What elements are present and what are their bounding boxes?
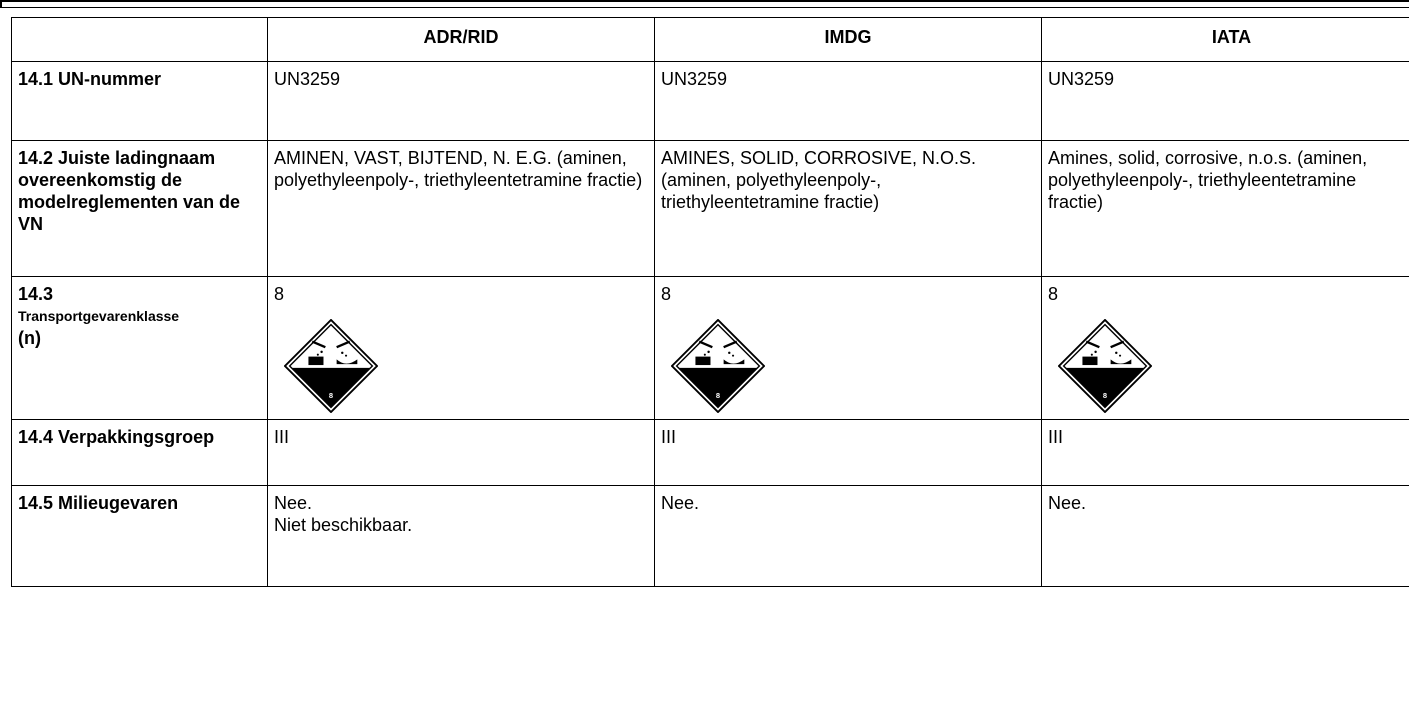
header-adr-rid: ADR/RID	[268, 18, 655, 62]
table-row-environmental-hazards	[12, 486, 1409, 587]
placard-number: 8	[1102, 390, 1108, 400]
class-value: 8	[274, 284, 285, 304]
cell-class-iata	[1042, 277, 1409, 420]
cell-env-imdg	[655, 486, 1042, 587]
placard-number: 8	[715, 390, 721, 400]
table-row-packing-group	[12, 420, 1409, 486]
cell-name-adr-rid: AMINEN, VAST, BIJTEND, N. E.G. (aminen, polyethyleenpoly-, triethyleentetramine fractie)	[268, 141, 655, 277]
cell-name-imdg: AMINES, SOLID, CORROSIVE, N.O.S. (aminen, polyethyleenpoly-, triethyleentetramine fractie)	[655, 141, 1042, 277]
header-row	[12, 18, 1409, 62]
cell-env-iata	[1042, 486, 1409, 587]
row-label-shipping-name: 14.2 Juiste ladingnaam overeenkomstig de modelreglementen van de VN	[12, 141, 268, 277]
cell-un-adr-rid: UN3259	[268, 62, 655, 141]
corrosive-placard-icon	[1058, 319, 1152, 413]
transport-information-table	[11, 17, 1409, 587]
row-label-packing-group: 14.4 Verpakkingsgroep	[12, 420, 268, 486]
cell-pack-iata: III	[1042, 420, 1409, 486]
table-row-shipping-name	[12, 141, 1409, 277]
row-label-hazard-class-number: 14.3	[18, 284, 54, 304]
row-label-un-number: 14.1 UN-nummer	[12, 62, 268, 141]
class-value: 8	[1048, 284, 1059, 304]
cell-un-iata: UN3259	[1042, 62, 1409, 141]
env-value-line: Nee.	[661, 493, 700, 513]
row-label-hazard-class	[12, 277, 268, 420]
env-value-line: Niet beschikbaar.	[274, 515, 413, 535]
page-frame-top	[0, 0, 1409, 8]
row-label-environmental-hazards: 14.5 Milieugevaren	[12, 486, 268, 587]
env-value-line: Nee.	[274, 493, 313, 513]
table-row-hazard-class	[12, 277, 1409, 420]
header-empty-cell	[12, 18, 268, 62]
row-label-hazard-class-suffix: (n)	[18, 328, 41, 348]
cell-env-adr-rid	[268, 486, 655, 587]
header-imdg: IMDG	[655, 18, 1042, 62]
cell-name-iata: Amines, solid, corrosive, n.o.s. (aminen, polyethyleenpoly-, triethyleentetramine fractie)	[1042, 141, 1409, 277]
cell-class-adr-rid	[268, 277, 655, 420]
corrosive-placard-icon	[671, 319, 765, 413]
cell-class-imdg	[655, 277, 1042, 420]
row-label-hazard-class-word: Transportgevarenklasse	[18, 308, 180, 324]
table-row-un-number	[12, 62, 1409, 141]
cell-pack-adr-rid: III	[268, 420, 655, 486]
env-value-line: Nee.	[1048, 493, 1087, 513]
cell-un-imdg: UN3259	[655, 62, 1042, 141]
corrosive-placard-icon	[284, 319, 378, 413]
placard-number: 8	[328, 390, 334, 400]
header-iata: IATA	[1042, 18, 1409, 62]
cell-pack-imdg: III	[655, 420, 1042, 486]
class-value: 8	[661, 284, 672, 304]
